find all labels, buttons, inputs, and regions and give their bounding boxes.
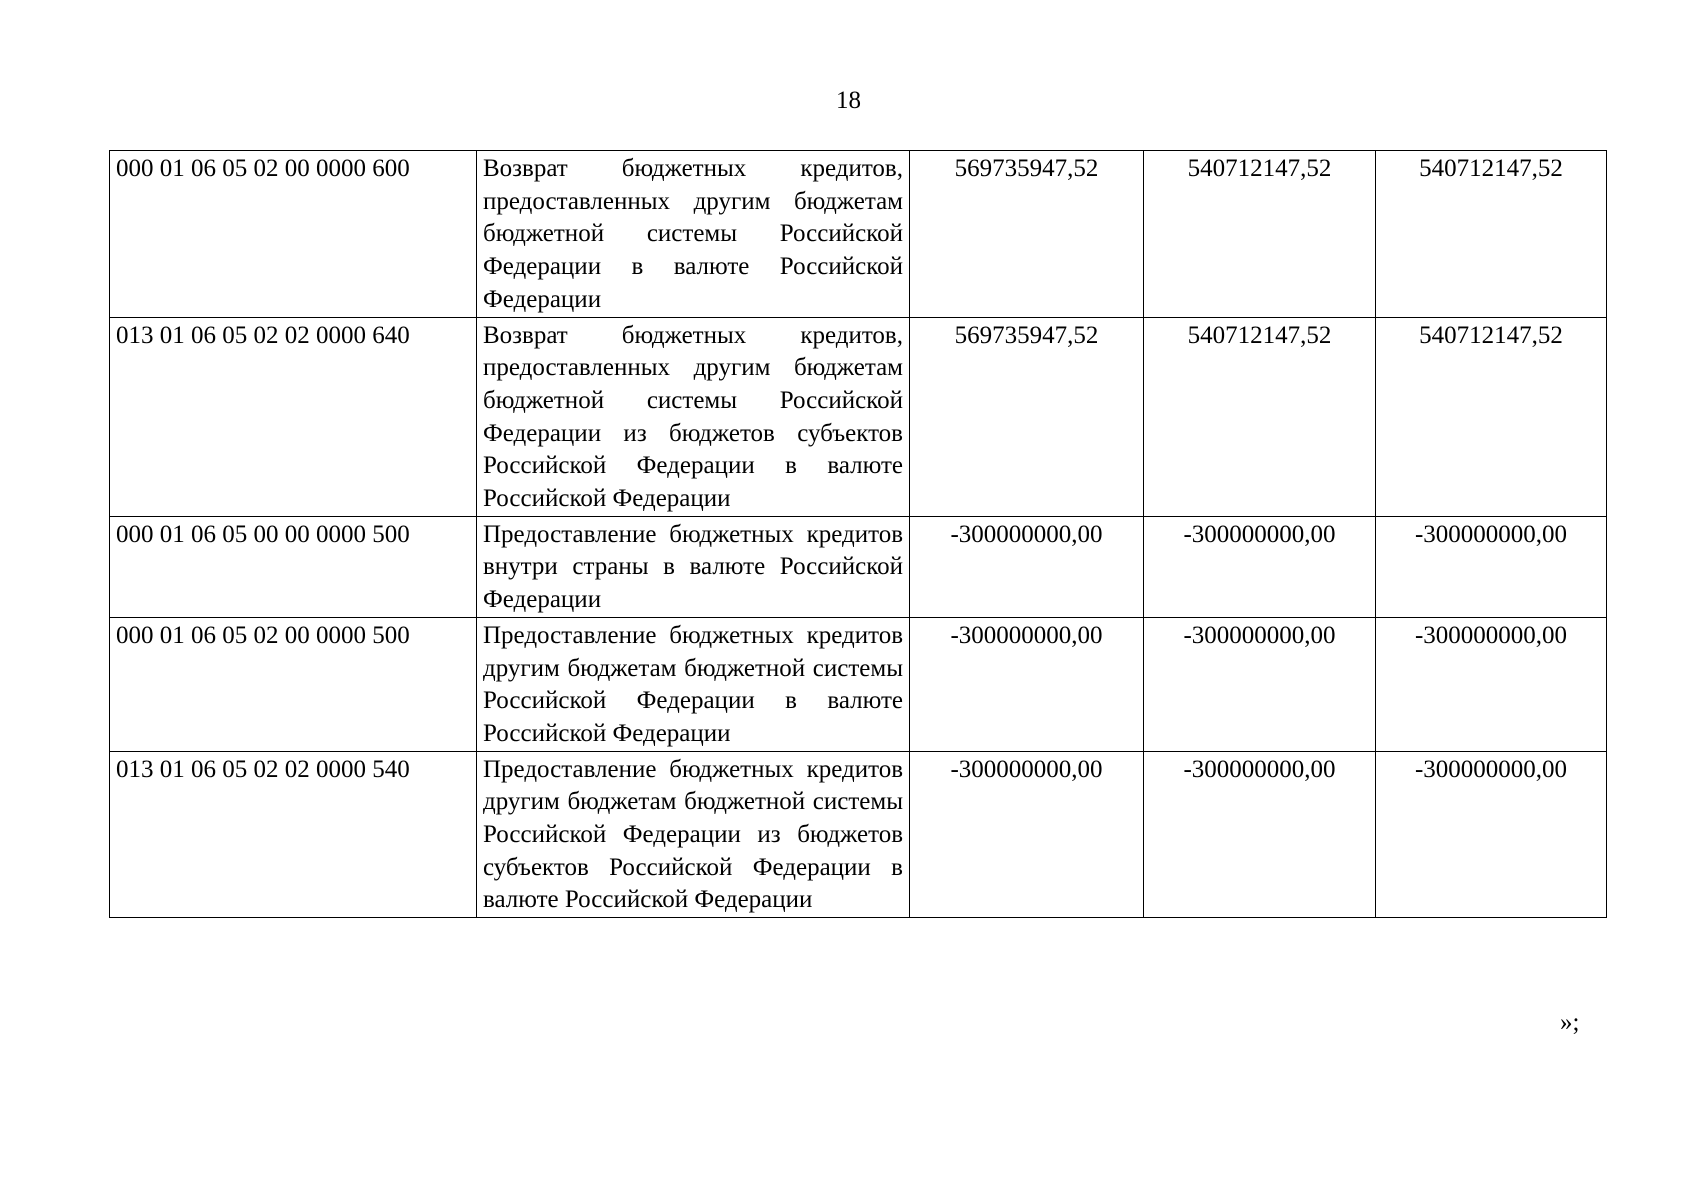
amount-cell: -300000000,00 — [910, 751, 1144, 918]
amount-cell: -300000000,00 — [1376, 751, 1607, 918]
description-cell: Предоставление бюджетных кредитов внутри страны в валюте Российской Федерации — [477, 516, 910, 617]
amount-cell: -300000000,00 — [910, 516, 1144, 617]
description-cell: Предоставление бюджетных кредитов другим бюджетам бюджетной системы Российской Федерации в валюте Российской Федерации — [477, 617, 910, 751]
table-row — [110, 151, 1607, 318]
budget-code-cell: 000 01 06 05 00 00 0000 500 — [110, 516, 477, 617]
amount-cell: 540712147,52 — [1144, 151, 1376, 318]
amount-cell: 569735947,52 — [910, 317, 1144, 516]
amount-cell: 569735947,52 — [910, 151, 1144, 318]
budget-code-cell: 000 01 06 05 02 00 0000 500 — [110, 617, 477, 751]
closing-quote-mark: »; — [1560, 1009, 1580, 1036]
amount-cell: -300000000,00 — [1376, 617, 1607, 751]
amount-cell: -300000000,00 — [1144, 516, 1376, 617]
amount-cell: 540712147,52 — [1144, 317, 1376, 516]
budget-code-cell: 000 01 06 05 02 00 0000 600 — [110, 151, 477, 318]
amount-cell: -300000000,00 — [1144, 751, 1376, 918]
page-number: 18 — [836, 87, 861, 114]
amount-cell: 540712147,52 — [1376, 317, 1607, 516]
amount-cell: -300000000,00 — [1144, 617, 1376, 751]
table-row — [110, 317, 1607, 516]
table-row — [110, 516, 1607, 617]
amount-cell: -300000000,00 — [910, 617, 1144, 751]
table-row — [110, 751, 1607, 918]
amount-cell: -300000000,00 — [1376, 516, 1607, 617]
description-cell: Возврат бюджетных кредитов, предоставленных другим бюджетам бюджетной системы Российской Федерации в валюте Российской Федерации — [477, 151, 910, 318]
description-cell: Возврат бюджетных кредитов, предоставленных другим бюджетам бюджетной системы Российской Федерации из бюджетов субъектов Российской Федерации в валюте Российской Федерации — [477, 317, 910, 516]
description-cell: Предоставление бюджетных кредитов другим бюджетам бюджетной системы Российской Федерации из бюджетов субъектов Российской Федерации в валюте Российской Федерации — [477, 751, 910, 918]
amount-cell: 540712147,52 — [1376, 151, 1607, 318]
table-row — [110, 617, 1607, 751]
budget-code-cell: 013 01 06 05 02 02 0000 640 — [110, 317, 477, 516]
budget-code-cell: 013 01 06 05 02 02 0000 540 — [110, 751, 477, 918]
budget-table — [109, 150, 1607, 918]
